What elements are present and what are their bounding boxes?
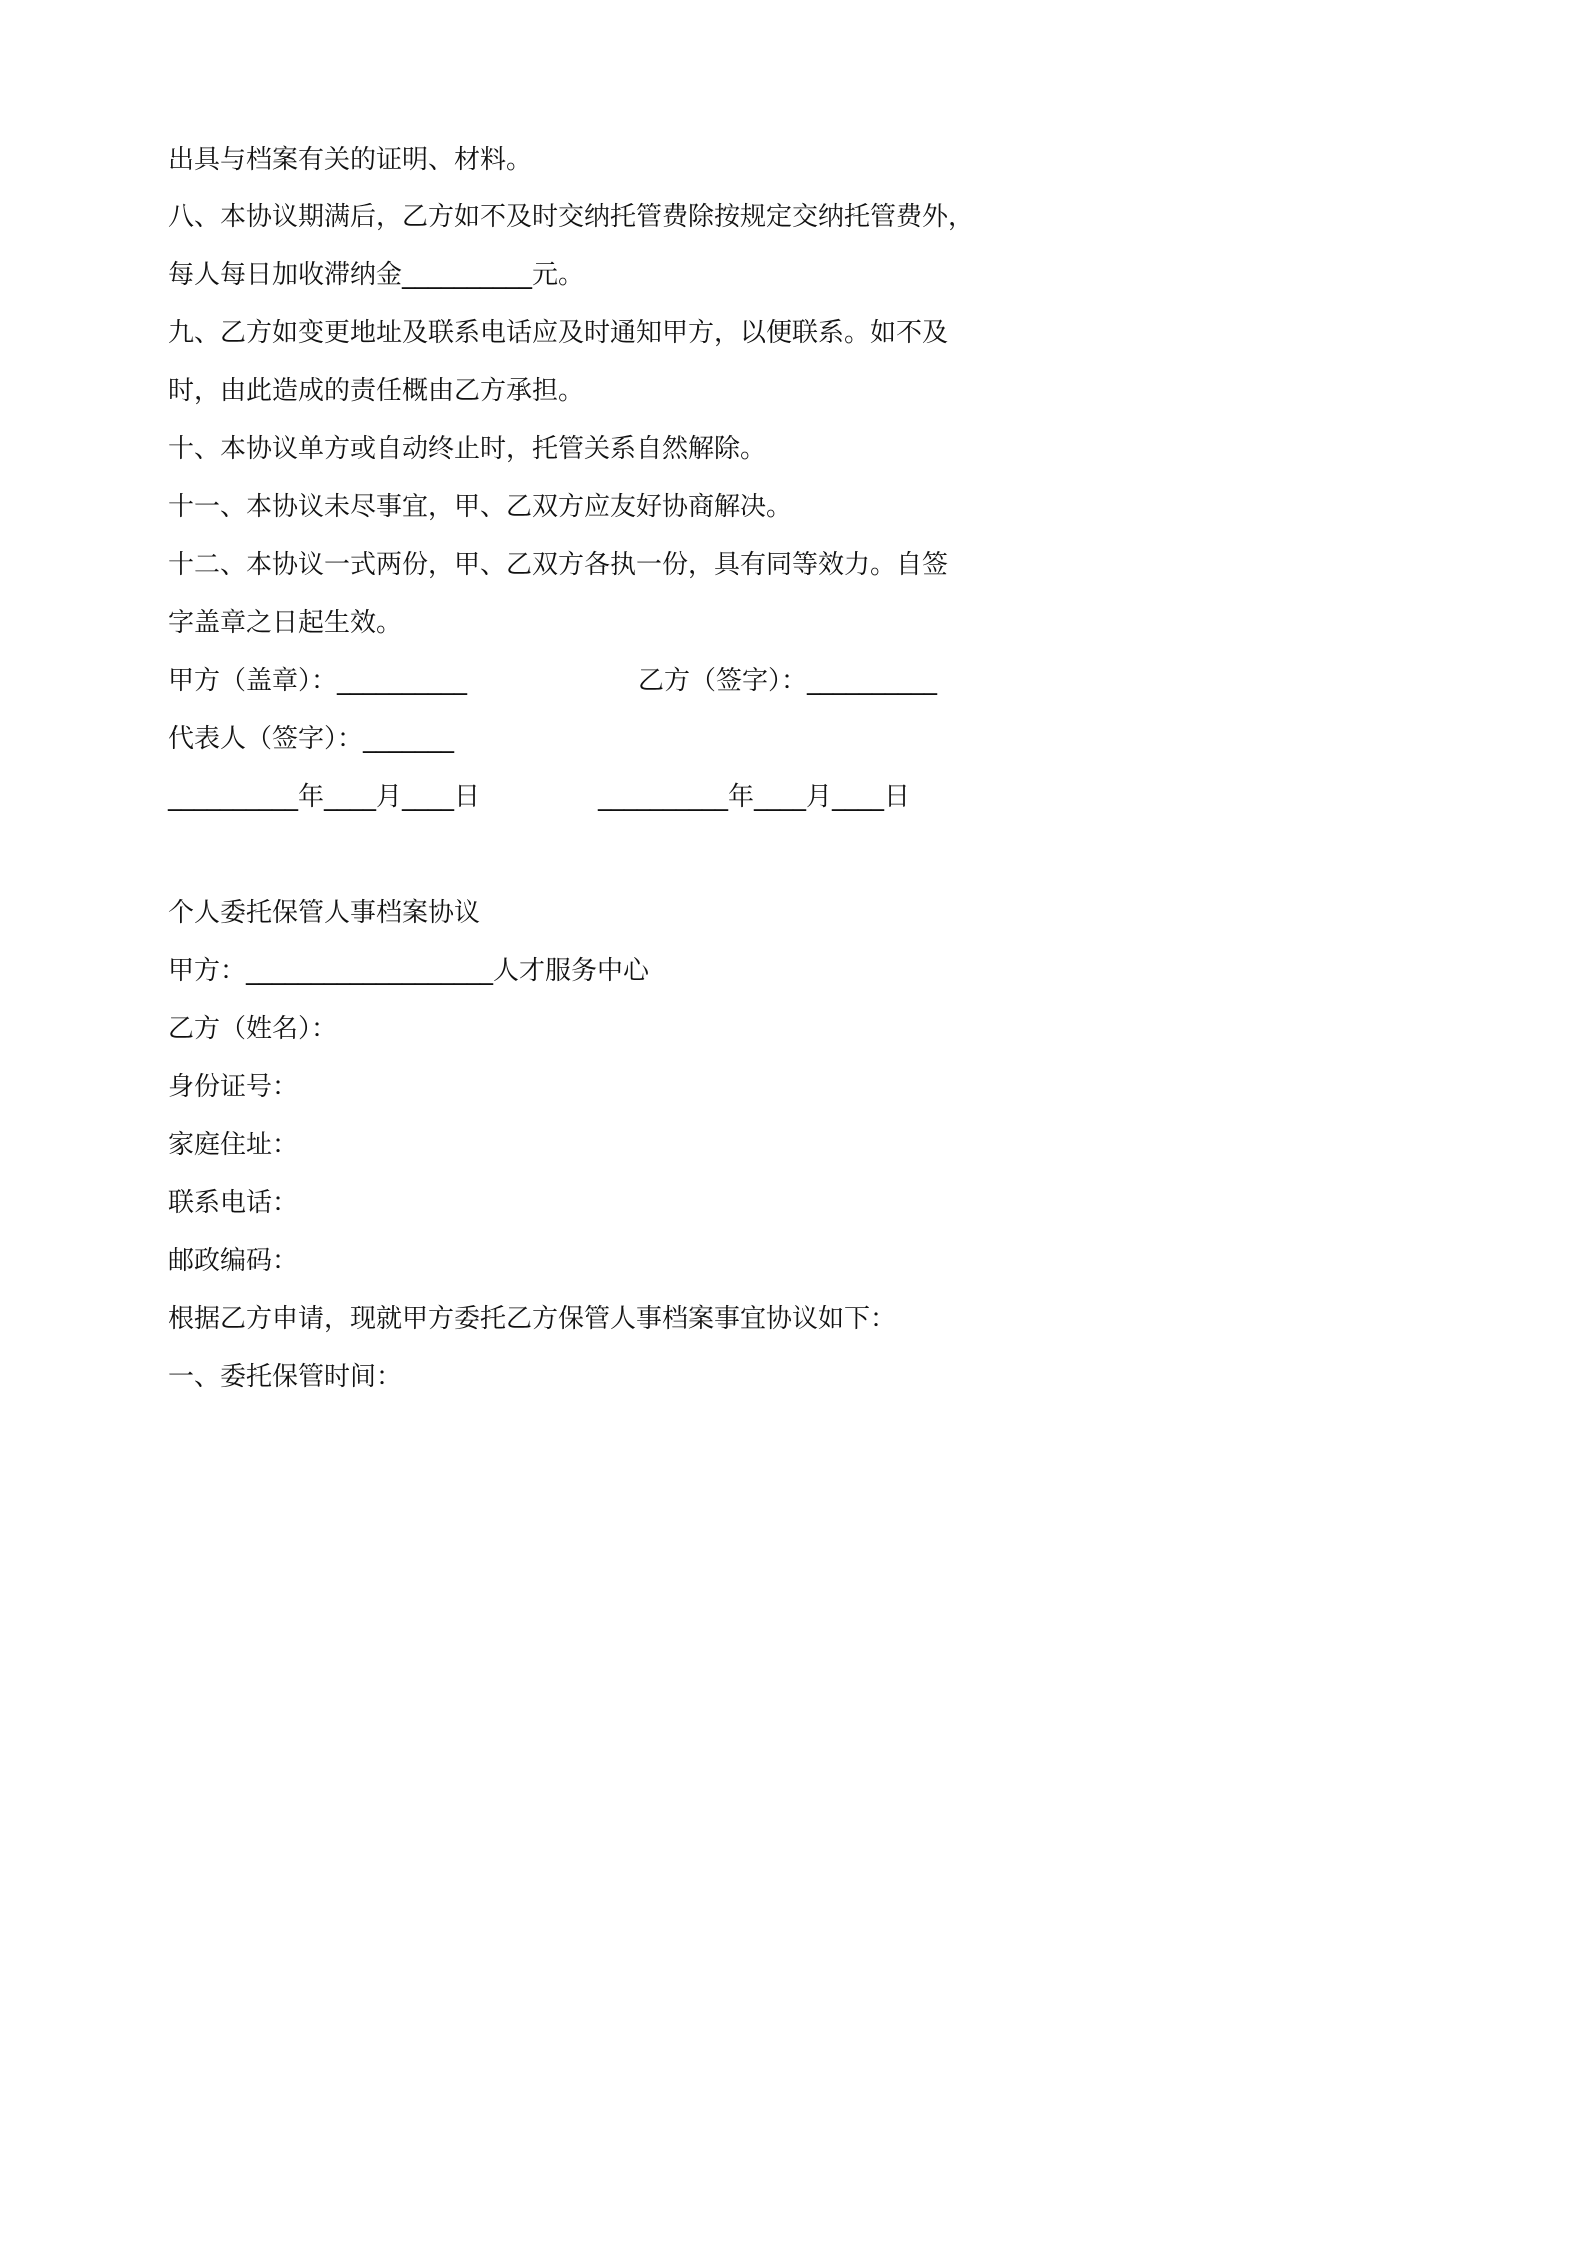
party-b-date-field: __________年____月____日 xyxy=(598,782,911,812)
party-a-field: 甲方：___________________人才服务中心 xyxy=(168,956,650,986)
agreement-title: 个人委托保管人事档案协议 xyxy=(168,898,481,928)
agreement-intro: 根据乙方申请，现就甲方委托乙方保管人事档案事宜协议如下： xyxy=(168,1304,897,1334)
home-address-field: 家庭住址： xyxy=(168,1130,299,1160)
item-1-heading: 一、委托保管时间： xyxy=(168,1362,403,1392)
clause-8-line-2: 每人每日加收滞纳金__________元。 xyxy=(168,260,585,290)
id-number-field: 身份证号： xyxy=(168,1072,299,1102)
document-page xyxy=(0,0,1104,1562)
postal-code-field: 邮政编码： xyxy=(168,1246,299,1276)
party-a-seal-field: 甲方（盖章）：__________ xyxy=(168,666,468,696)
clause-10: 十、本协议单方或自动终止时，托管关系自然解除。 xyxy=(168,434,767,464)
text-line: 出具与档案有关的证明、材料。 xyxy=(168,145,533,175)
clause-9-line-1: 九、乙方如变更地址及联系电话应及时通知甲方，以便联系。如不及 xyxy=(168,318,949,348)
clause-9-line-2: 时，由此造成的责任概由乙方承担。 xyxy=(168,376,585,406)
representative-signature-field: 代表人（签字）：_______ xyxy=(168,724,455,754)
party-b-name-field: 乙方（姓名）： xyxy=(168,1014,338,1044)
party-a-date-field: __________年____月____日 xyxy=(168,782,481,812)
party-b-signature-field: 乙方（签字）：__________ xyxy=(638,666,938,696)
phone-field: 联系电话： xyxy=(168,1188,299,1218)
clause-11: 十一、本协议未尽事宜，甲、乙双方应友好协商解决。 xyxy=(168,492,793,522)
clause-12-line-1: 十二、本协议一式两份，甲、乙双方各执一份，具有同等效力。自签 xyxy=(168,550,949,580)
clause-8-line-1: 八、本协议期满后，乙方如不及时交纳托管费除按规定交纳托管费外， xyxy=(168,202,975,232)
clause-12-line-2: 字盖章之日起生效。 xyxy=(168,608,403,638)
